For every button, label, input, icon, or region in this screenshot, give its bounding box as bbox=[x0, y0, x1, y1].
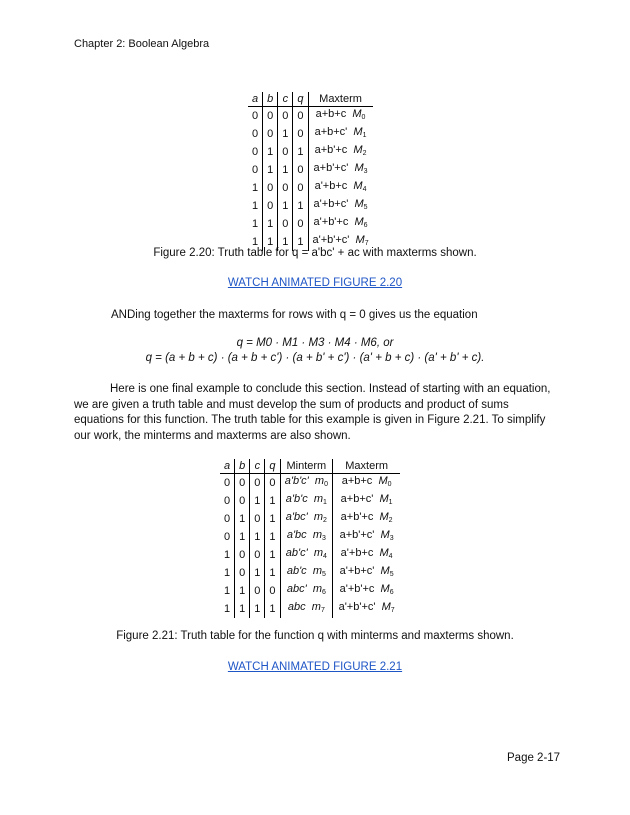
table-row bbox=[220, 474, 400, 493]
cell-bit: 1 bbox=[265, 492, 280, 510]
equation-maxterm-product: q = M0 · M1 · M3 · M4 · M6, or bbox=[236, 337, 394, 349]
cell-bit: 0 bbox=[248, 125, 263, 143]
cell-bit: 1 bbox=[278, 125, 293, 143]
cell-maxterm: a+b'+c $M_2$ bbox=[340, 511, 393, 524]
table-row bbox=[220, 492, 400, 510]
cell-minterm: ab'c' $m_4$ bbox=[280, 546, 333, 564]
cell-bit: 0 bbox=[248, 143, 263, 161]
cell-bit: 0 bbox=[263, 125, 278, 143]
cell-bit: 0 bbox=[265, 474, 280, 493]
cell-bit: 1 bbox=[220, 546, 235, 564]
table-row bbox=[248, 179, 373, 197]
col-header-q: q bbox=[293, 92, 308, 107]
cell-bit: 0 bbox=[248, 161, 263, 179]
cell-maxterm: a'+b+c' $M_5$ bbox=[313, 198, 368, 211]
cell-bit: 0 bbox=[278, 107, 293, 126]
cell-bit: 1 bbox=[263, 215, 278, 233]
table-row bbox=[220, 582, 400, 600]
table-row bbox=[220, 546, 400, 564]
cell-maxterm: a+b+c $M_0$ bbox=[341, 475, 392, 488]
cell-minterm: a'bc' $m_2$ bbox=[280, 510, 333, 528]
cell-bit: 1 bbox=[220, 582, 235, 600]
table-row bbox=[248, 143, 373, 161]
cell-minterm: a'b'c $m_1$ bbox=[280, 492, 333, 510]
cell-bit: 1 bbox=[265, 510, 280, 528]
paragraph-final-example: Here is one final example to conclude this section. Instead of starting with an equation, we are given a truth table and must develop the sum of products and product of sums equations for this function. The truth table for this example is given in Figure 2.21. To simplify our work, the minterms and maxterms are also shown. bbox=[74, 383, 551, 442]
cell-bit: 1 bbox=[263, 233, 278, 251]
figure-caption-2-20: Figure 2.20: Truth table for q = a'bc' + ac with maxterms shown. bbox=[153, 247, 477, 259]
cell-bit: 0 bbox=[220, 492, 235, 510]
cell-bit: 0 bbox=[235, 564, 250, 582]
cell-bit: 1 bbox=[248, 215, 263, 233]
cell-bit: 1 bbox=[235, 510, 250, 528]
col-header-c: c bbox=[278, 92, 293, 107]
paragraph-anding: ANDing together the maxterms for rows with q = 0 gives us the equation bbox=[111, 309, 478, 321]
cell-bit: 0 bbox=[248, 107, 263, 126]
cell-minterm: a'b'c' $m_0$ bbox=[280, 474, 333, 493]
cell-maxterm: a+b+c' $M_1$ bbox=[340, 493, 393, 506]
cell-bit: 1 bbox=[278, 233, 293, 251]
cell-bit: 1 bbox=[250, 492, 265, 510]
col-header-c: c bbox=[250, 459, 265, 474]
cell-bit: 1 bbox=[265, 528, 280, 546]
cell-bit: 1 bbox=[278, 197, 293, 215]
cell-bit: 0 bbox=[220, 510, 235, 528]
cell-bit: 1 bbox=[293, 233, 308, 251]
cell-bit: 0 bbox=[278, 179, 293, 197]
cell-bit: 1 bbox=[235, 528, 250, 546]
cell-maxterm: a+b'+c' $M_3$ bbox=[313, 162, 368, 175]
cell-bit: 1 bbox=[250, 564, 265, 582]
cell-bit: 0 bbox=[293, 161, 308, 179]
cell-bit: 0 bbox=[265, 582, 280, 600]
cell-bit: 0 bbox=[250, 546, 265, 564]
cell-maxterm: a'+b+c $M_4$ bbox=[314, 180, 367, 193]
cell-bit: 0 bbox=[293, 107, 308, 126]
cell-maxterm: a'+b+c $M_4$ bbox=[340, 547, 393, 560]
cell-bit: 1 bbox=[235, 582, 250, 600]
cell-bit: 1 bbox=[263, 161, 278, 179]
table-row bbox=[248, 107, 373, 126]
col-header-b: b bbox=[235, 459, 250, 474]
cell-minterm: ab'c $m_5$ bbox=[280, 564, 333, 582]
cell-bit: 0 bbox=[278, 143, 293, 161]
table-row bbox=[248, 125, 373, 143]
cell-bit: 0 bbox=[220, 474, 235, 493]
table-row bbox=[248, 161, 373, 179]
table-row bbox=[220, 564, 400, 582]
cell-bit: 0 bbox=[293, 215, 308, 233]
cell-maxterm: a+b+c' $M_1$ bbox=[314, 126, 367, 139]
truth-table-minterms-maxterms bbox=[220, 459, 400, 618]
col-header-maxterm: Maxterm bbox=[333, 459, 400, 474]
table-row bbox=[220, 528, 400, 546]
cell-maxterm: a+b'+c $M_2$ bbox=[314, 144, 367, 157]
table-row bbox=[220, 510, 400, 528]
cell-maxterm: a'+b'+c' $M_7$ bbox=[338, 601, 395, 614]
cell-bit: 0 bbox=[250, 510, 265, 528]
cell-bit: 0 bbox=[263, 107, 278, 126]
cell-bit: 1 bbox=[293, 197, 308, 215]
cell-bit: 1 bbox=[265, 564, 280, 582]
table-row bbox=[248, 197, 373, 215]
cell-bit: 0 bbox=[235, 546, 250, 564]
cell-bit: 0 bbox=[263, 197, 278, 215]
cell-bit: 1 bbox=[250, 528, 265, 546]
equation-expanded: q = (a + b + c) · (a + b + c') · (a + b' + c') · (a' + b + c) · (a' + b' + c). bbox=[145, 352, 485, 364]
cell-maxterm: a'+b'+c' $M_7$ bbox=[312, 234, 369, 247]
cell-minterm: abc' $m_6$ bbox=[280, 582, 333, 600]
cell-bit: 1 bbox=[265, 546, 280, 564]
cell-bit: 0 bbox=[250, 474, 265, 493]
cell-maxterm: a'+b+c' $M_5$ bbox=[339, 565, 394, 578]
cell-minterm: a'bc $m_3$ bbox=[280, 528, 333, 546]
cell-minterm: abc $m_7$ bbox=[280, 600, 333, 618]
watch-figure-2-20-link[interactable]: WATCH ANIMATED FIGURE 2.20 bbox=[227, 277, 403, 289]
cell-maxterm: a'+b'+c $M_6$ bbox=[339, 583, 394, 596]
cell-bit: 1 bbox=[235, 600, 250, 618]
cell-bit: 1 bbox=[293, 143, 308, 161]
cell-bit: 1 bbox=[263, 143, 278, 161]
cell-bit: 1 bbox=[265, 600, 280, 618]
cell-bit: 1 bbox=[220, 564, 235, 582]
cell-bit: 1 bbox=[278, 161, 293, 179]
cell-maxterm: a'+b'+c $M_6$ bbox=[313, 216, 368, 229]
col-header-minterm: Minterm bbox=[280, 459, 333, 474]
table-row bbox=[248, 215, 373, 233]
page-header: Chapter 2: Boolean Algebra bbox=[74, 38, 210, 50]
col-header-maxterm: Maxterm bbox=[308, 92, 373, 107]
cell-bit: 1 bbox=[248, 233, 263, 251]
cell-bit: 1 bbox=[220, 600, 235, 618]
cell-bit: 0 bbox=[293, 179, 308, 197]
cell-maxterm: a+b'+c' $M_3$ bbox=[339, 529, 394, 542]
watch-figure-2-21-link[interactable]: WATCH ANIMATED FIGURE 2.21 bbox=[227, 661, 403, 673]
truth-table-maxterms bbox=[248, 92, 373, 251]
col-header-q: q bbox=[265, 459, 280, 474]
page-number: Page 2-17 bbox=[507, 752, 561, 764]
col-header-a: a bbox=[220, 459, 235, 474]
cell-bit: 1 bbox=[248, 197, 263, 215]
cell-bit: 0 bbox=[235, 474, 250, 493]
cell-bit: 0 bbox=[250, 582, 265, 600]
cell-bit: 0 bbox=[293, 125, 308, 143]
table-row bbox=[220, 600, 400, 618]
cell-maxterm: a+b+c $M_0$ bbox=[315, 108, 366, 121]
col-header-b: b bbox=[263, 92, 278, 107]
cell-bit: 0 bbox=[278, 215, 293, 233]
col-header-a: a bbox=[248, 92, 263, 107]
cell-bit: 0 bbox=[263, 179, 278, 197]
figure-caption-2-21: Figure 2.21: Truth table for the function q with minterms and maxterms shown. bbox=[116, 630, 514, 642]
cell-bit: 1 bbox=[248, 179, 263, 197]
cell-bit: 0 bbox=[220, 528, 235, 546]
cell-bit: 0 bbox=[235, 492, 250, 510]
cell-bit: 1 bbox=[250, 600, 265, 618]
